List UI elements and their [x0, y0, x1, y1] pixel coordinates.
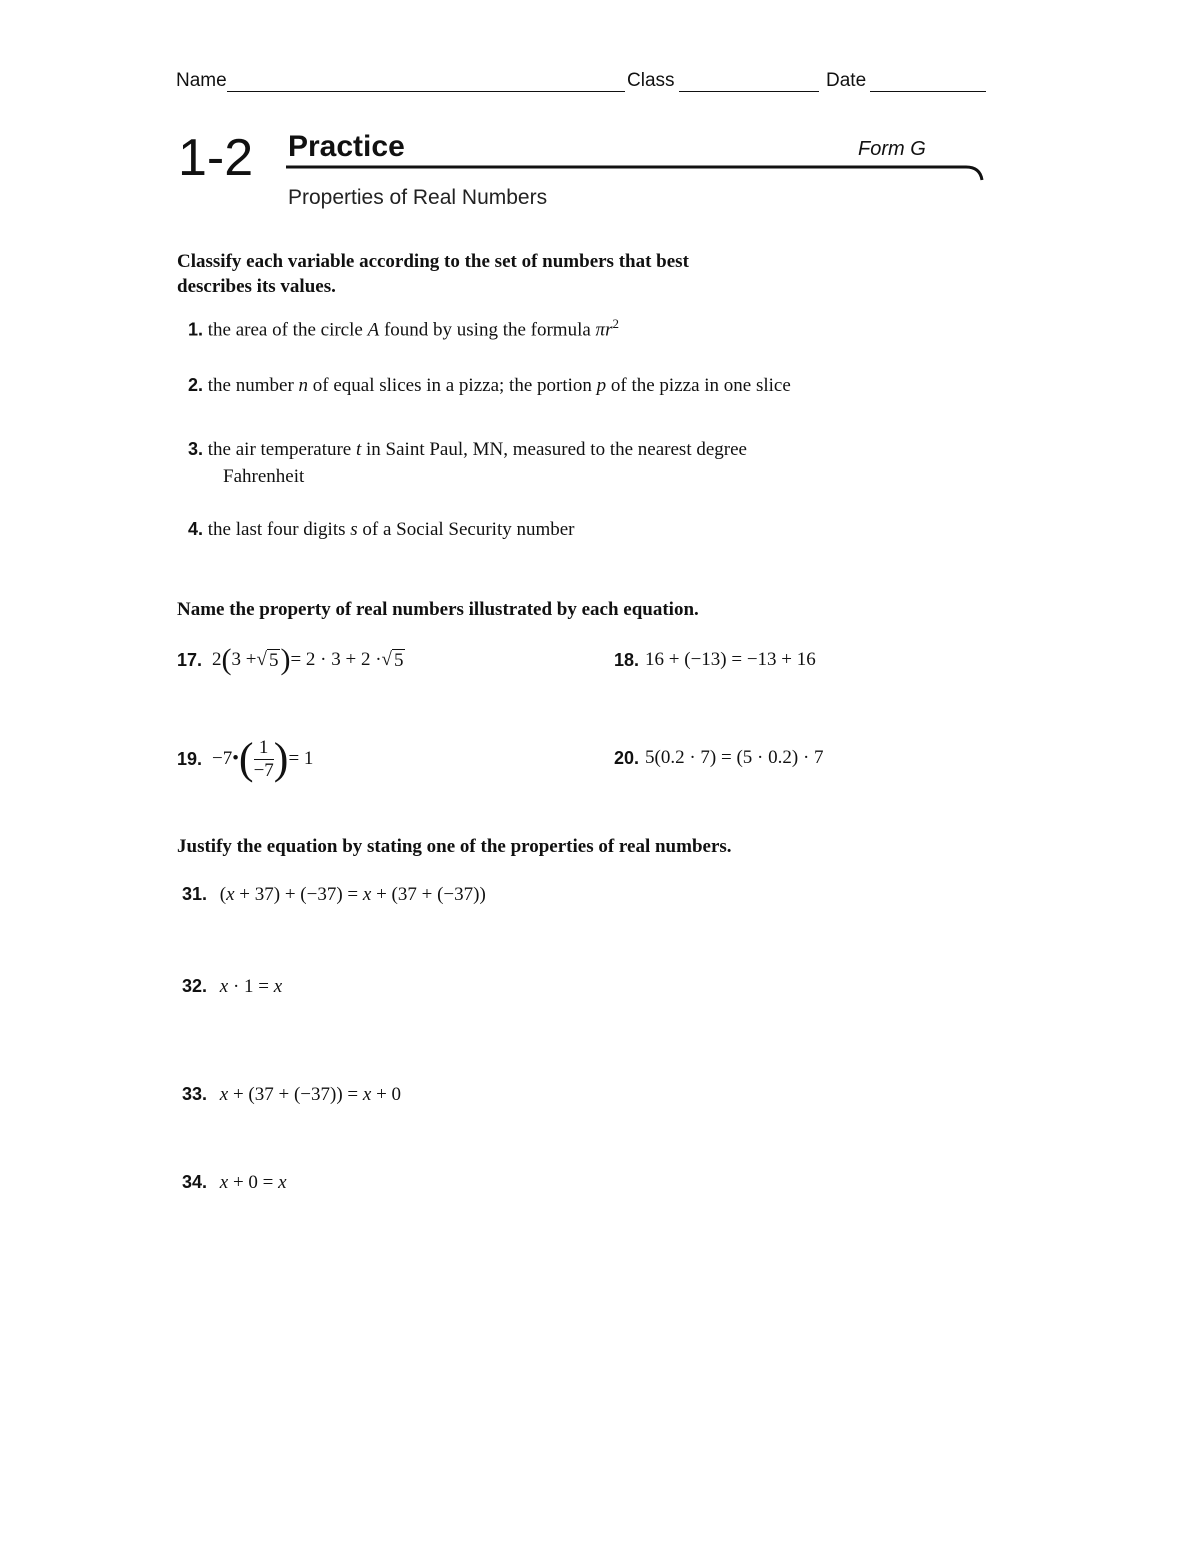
question-17 — [177, 638, 405, 682]
question-text-continued: Fahrenheit — [223, 466, 305, 487]
question-2 — [188, 372, 791, 399]
question-text: in Saint Paul, MN, measured to the nearest degree — [361, 439, 747, 460]
name-field[interactable] — [176, 70, 625, 92]
equation-part: · 1 = — [228, 976, 274, 997]
question-number: 19. — [177, 748, 203, 769]
question-33 — [182, 1084, 401, 1106]
variable: x — [362, 1084, 372, 1105]
equation-part: ( — [219, 884, 227, 905]
variable: x — [219, 976, 229, 997]
question-text: of a Social Security number — [357, 519, 575, 540]
question-text: the last four digits — [207, 519, 351, 540]
lesson-number: 1-2 — [178, 129, 254, 187]
equation: 16 + (−13) = −13 + 16 — [645, 649, 816, 670]
question-1 — [188, 310, 619, 343]
question-number: 33. — [182, 1084, 208, 1104]
section3-instruction: Justify the equation by stating one of the properties of real numbers. — [177, 836, 732, 857]
class-label: Class — [627, 70, 675, 91]
section1-instruction — [177, 249, 689, 299]
question-31 — [182, 884, 486, 906]
left-paren: ( — [238, 734, 254, 783]
question-20 — [614, 736, 824, 780]
form-label: Form G — [858, 138, 926, 160]
variable: x — [362, 884, 372, 905]
sqrt-symbol: √ — [256, 649, 267, 670]
question-number: 18. — [614, 649, 640, 670]
equation-part: + (37 + (−37)) — [371, 884, 486, 905]
sqrt-radicand: 5 — [393, 649, 404, 671]
formula: πr — [595, 319, 613, 341]
variable: n — [298, 375, 309, 396]
name-line[interactable] — [227, 73, 625, 92]
question-number: 34. — [182, 1172, 208, 1192]
question-text: found by using the formula — [379, 319, 596, 341]
equation-part: −7• — [212, 748, 239, 769]
equation: 5(0.2 · 7) = (5 · 0.2) · 7 — [645, 747, 824, 768]
question-number: 3. — [188, 439, 204, 459]
section2-instruction: Name the property of real numbers illustrated by each equation. — [177, 599, 699, 620]
equation-part: + (37 + (−37)) = — [228, 1084, 363, 1105]
variable: t — [356, 439, 362, 460]
name-label: Name — [176, 70, 227, 91]
equation-part: + 37) + (−37) = — [234, 884, 363, 905]
question-text: the air temperature — [207, 439, 356, 460]
question-number: 2. — [188, 375, 204, 395]
left-paren: ( — [221, 643, 232, 676]
equation-part: 3 + — [231, 649, 257, 670]
date-label: Date — [826, 70, 867, 91]
question-text: the number — [207, 375, 299, 396]
sqrt-radicand: 5 — [268, 649, 279, 671]
question-number: 31. — [182, 884, 208, 904]
variable: x — [219, 1084, 229, 1105]
class-field[interactable] — [627, 70, 819, 92]
variable: s — [350, 519, 358, 540]
variable: x — [278, 1172, 287, 1193]
variable: x — [273, 976, 283, 997]
right-paren: ) — [273, 734, 289, 783]
section1-instruction-line1: Classify each variable according to the set of numbers that best — [177, 251, 689, 272]
date-field[interactable] — [826, 70, 986, 92]
title-rule — [286, 164, 986, 186]
right-paren: ) — [280, 643, 291, 676]
question-32 — [182, 976, 282, 998]
question-34 — [182, 1172, 287, 1194]
variable: x — [219, 1172, 229, 1193]
question-4 — [188, 516, 575, 543]
question-19 — [177, 732, 313, 786]
page-title: Practice — [288, 130, 405, 163]
equation-part: = 2 · 3 + 2 · — [290, 649, 382, 670]
variable: p — [596, 375, 607, 396]
equation-part: 2 — [212, 649, 222, 670]
sqrt-symbol: √ — [381, 649, 392, 670]
date-line[interactable] — [870, 73, 986, 92]
question-text: the area of the circle — [207, 319, 368, 341]
fraction — [254, 737, 274, 782]
class-line[interactable] — [679, 73, 819, 92]
question-18 — [614, 638, 816, 682]
equation-part: + 0 — [371, 1084, 402, 1105]
question-number: 32. — [182, 976, 208, 996]
numerator: 1 — [254, 737, 274, 760]
question-number: 17. — [177, 649, 203, 670]
equation-part: + 0 = — [228, 1172, 279, 1193]
page-subtitle: Properties of Real Numbers — [288, 186, 548, 209]
formula-exponent: 2 — [612, 316, 619, 331]
question-number: 1. — [188, 319, 204, 340]
question-number: 4. — [188, 519, 204, 539]
question-text: of the pizza in one slice — [606, 375, 791, 396]
variable: A — [367, 319, 380, 341]
section1-instruction-line2: describes its values. — [177, 276, 336, 297]
variable: x — [226, 884, 235, 905]
equation-part: = 1 — [288, 748, 314, 769]
question-text: of equal slices in a pizza; the portion — [308, 375, 597, 396]
question-number: 20. — [614, 747, 640, 768]
denominator: −7 — [253, 759, 274, 781]
question-3 — [188, 436, 747, 490]
